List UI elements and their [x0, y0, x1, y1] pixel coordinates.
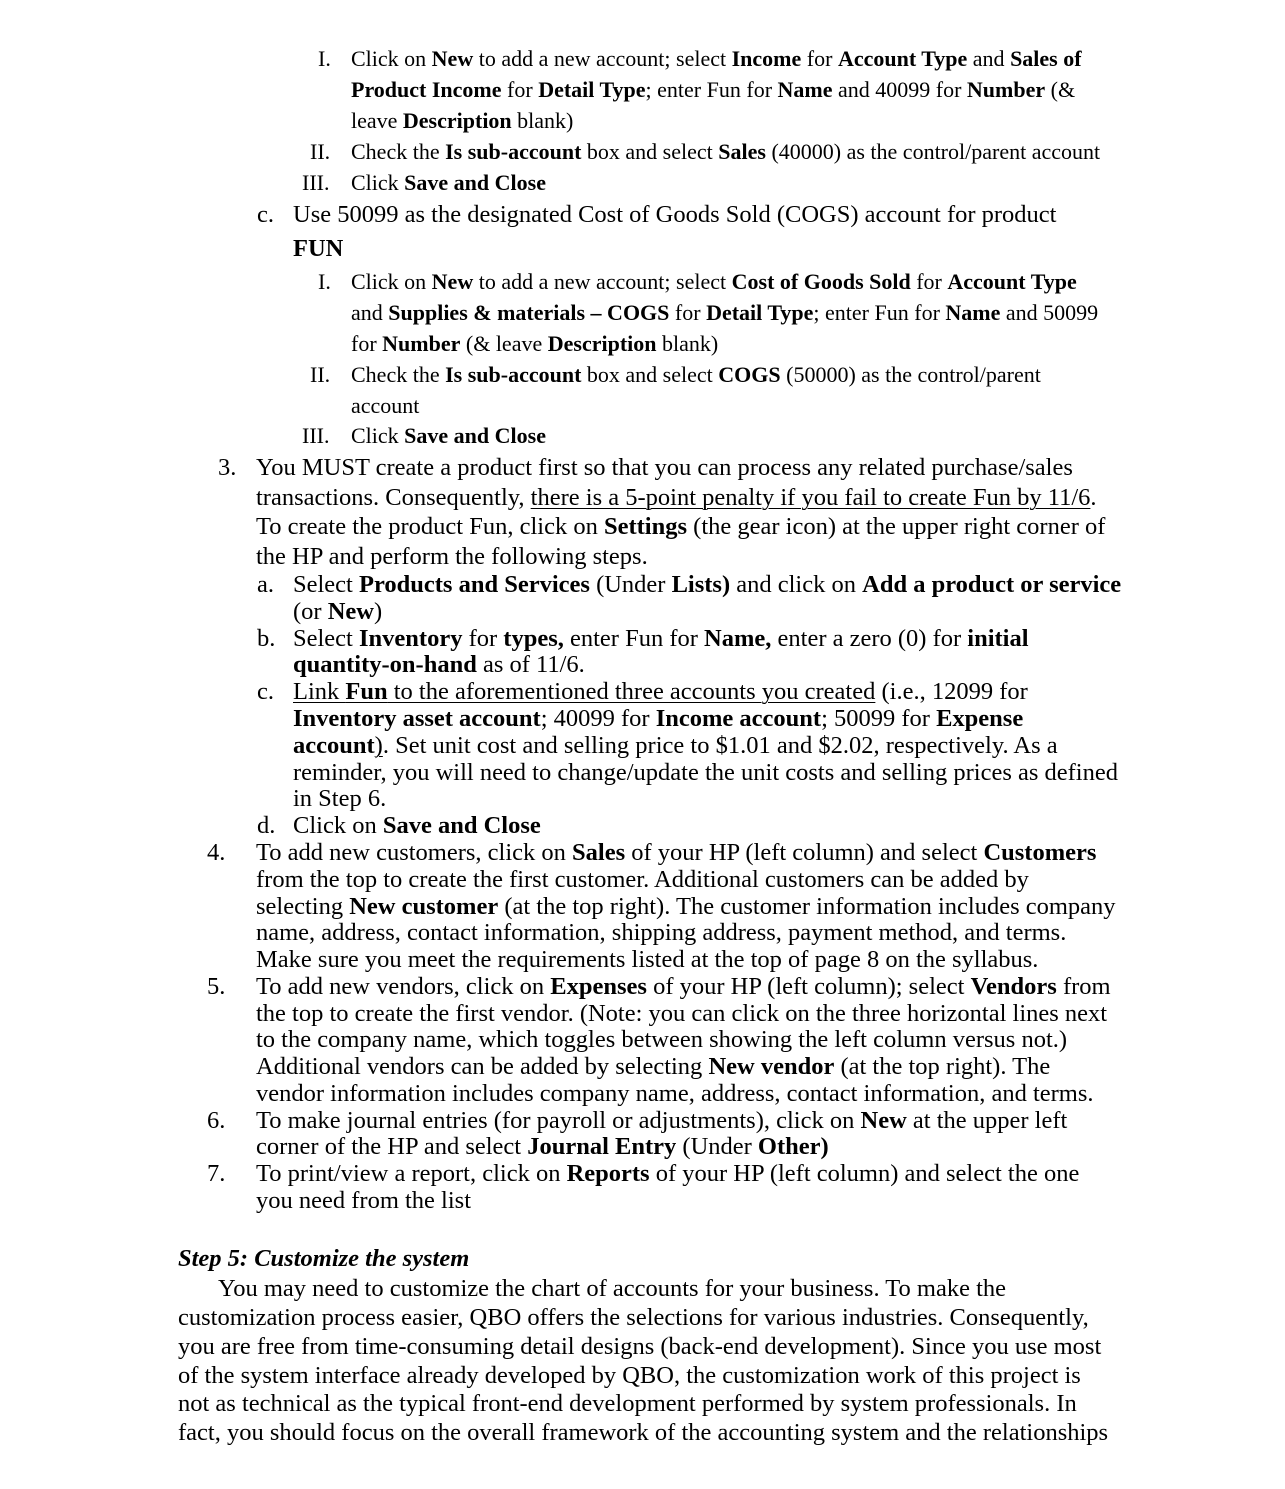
instruction-line: reminder, you will need to change/update the unit costs and selling prices as defined: [293, 759, 1118, 786]
list-marker: d.: [257, 812, 276, 839]
list-marker: c.: [257, 678, 274, 705]
paragraph-line: You may need to customize the chart of accounts for your business. To make the: [218, 1275, 1007, 1302]
instruction-line: To make journal entries (for payroll or adjustments), click on New at the upper left: [256, 1107, 1068, 1134]
instruction-line: Click on New to add a new account; select Income for Account Type and Sales of: [351, 46, 1082, 71]
instruction-line: Check the Is sub-account box and select COGS (50000) as the control/parent: [351, 362, 1041, 387]
instruction-line: account: [351, 393, 420, 418]
section-heading: Step 5: Customize the system: [178, 1245, 470, 1272]
instruction-line: Use 50099 as the designated Cost of Goods Sold (COGS) account for product: [293, 201, 1057, 228]
instruction-line: To add new customers, click on Sales of your HP (left column) and select Customers: [256, 839, 1097, 866]
instruction-line: Check the Is sub-account box and select Sales (40000) as the control/parent account: [351, 139, 1101, 164]
instruction-line: corner of the HP and select Journal Entry (Under Other): [256, 1133, 829, 1160]
instruction-line: you need from the list: [256, 1187, 472, 1214]
instruction-line: transactions. Consequently, there is a 5-point penalty if you fail to create Fun by 11/6.: [256, 484, 1097, 511]
roman-marker: I.: [318, 269, 331, 294]
instruction-line: Make sure you meet the requirements listed at the top of page 8 on the syllabus.: [256, 946, 1039, 973]
instruction-line: Additional vendors can be added by selecting New vendor (at the top right). The: [256, 1053, 1051, 1080]
instruction-line: Click Save and Close: [351, 170, 546, 195]
list-marker: 6.: [207, 1107, 226, 1134]
paragraph-line: you are free from time-consuming detail designs (back-end development). Since you use most: [178, 1333, 1102, 1360]
instruction-line: from the top to create the first customer. Additional customers can be added by: [256, 866, 1029, 893]
instruction-line: in Step 6.: [293, 785, 387, 812]
list-marker: a.: [257, 571, 274, 598]
list-marker: 4.: [207, 839, 226, 866]
paragraph-line: customization process easier, QBO offers the selections for various industries. Consequently,: [178, 1304, 1089, 1331]
instruction-line: You MUST create a product first so that you can process any related purchase/sales: [256, 454, 1073, 481]
instruction-line: quantity-on-hand as of 11/6.: [293, 651, 585, 678]
instruction-line: To create the product Fun, click on Settings (the gear icon) at the upper right corner of: [256, 513, 1106, 540]
instruction-line: Click on Save and Close: [293, 812, 541, 839]
paragraph-line: fact, you should focus on the overall framework of the accounting system and the relationships: [178, 1419, 1109, 1446]
instruction-line: To add new vendors, click on Expenses of your HP (left column); select Vendors from: [256, 973, 1111, 1000]
instruction-line: Inventory asset account; 40099 for Income account; 50099 for Expense: [293, 705, 1024, 732]
instruction-line: selecting New customer (at the top right). The customer information includes company: [256, 893, 1116, 920]
instruction-line: Product Income for Detail Type; enter Fun for Name and 40099 for Number (&: [351, 77, 1076, 102]
instruction-line: the top to create the first vendor. (Note: you can click on the three horizontal lines next: [256, 1000, 1108, 1027]
paragraph-line: not as technical as the typical front-end development performed by system professionals. In: [178, 1390, 1077, 1417]
instruction-line: Select Inventory for types, enter Fun for Name, enter a zero (0) for initial: [293, 625, 1029, 652]
instruction-line: Click Save and Close: [351, 423, 546, 448]
roman-marker: I.: [318, 46, 331, 71]
instruction-line: the HP and perform the following steps.: [256, 543, 648, 570]
roman-marker: III.: [302, 423, 330, 448]
instruction-line: Click on New to add a new account; select Cost of Goods Sold for Account Type: [351, 269, 1077, 294]
list-marker: b.: [257, 625, 276, 652]
instruction-line: To print/view a report, click on Reports of your HP (left column) and select the one: [256, 1160, 1080, 1187]
roman-marker: II.: [310, 362, 331, 387]
instruction-line: account). Set unit cost and selling price to $1.01 and $2.02, respectively. As a: [293, 732, 1058, 759]
instruction-line: vendor information includes company name, address, contact information, and terms.: [256, 1080, 1094, 1107]
paragraph-line: of the system interface already developed by QBO, the customization work of this project is: [178, 1362, 1081, 1389]
list-marker: 5.: [207, 973, 226, 1000]
instruction-line: and Supplies & materials – COGS for Detail Type; enter Fun for Name and 50099: [351, 300, 1099, 325]
instruction-line: Select Products and Services (Under Lists) and click on Add a product or service: [293, 571, 1122, 598]
instruction-line: FUN: [293, 235, 344, 262]
roman-marker: III.: [302, 170, 330, 195]
roman-marker: II.: [310, 139, 331, 164]
list-marker: 7.: [207, 1160, 226, 1187]
list-marker: 3.: [218, 454, 237, 481]
instruction-line: name, address, contact information, shipping address, payment method, and terms.: [256, 919, 1067, 946]
list-marker: c.: [257, 201, 274, 228]
instruction-line: for Number (& leave Description blank): [351, 331, 719, 356]
instruction-line: leave Description blank): [351, 108, 574, 133]
instruction-line: Link Fun to the aforementioned three accounts you created (i.e., 12099 for: [293, 678, 1028, 705]
instruction-line: (or New): [293, 598, 383, 625]
penalty-note: there is a 5-point penalty if you fail to create Fun by 11/6: [530, 484, 1091, 511]
instruction-line: to the company name, which toggles between showing the left column versus not.): [256, 1026, 1068, 1053]
